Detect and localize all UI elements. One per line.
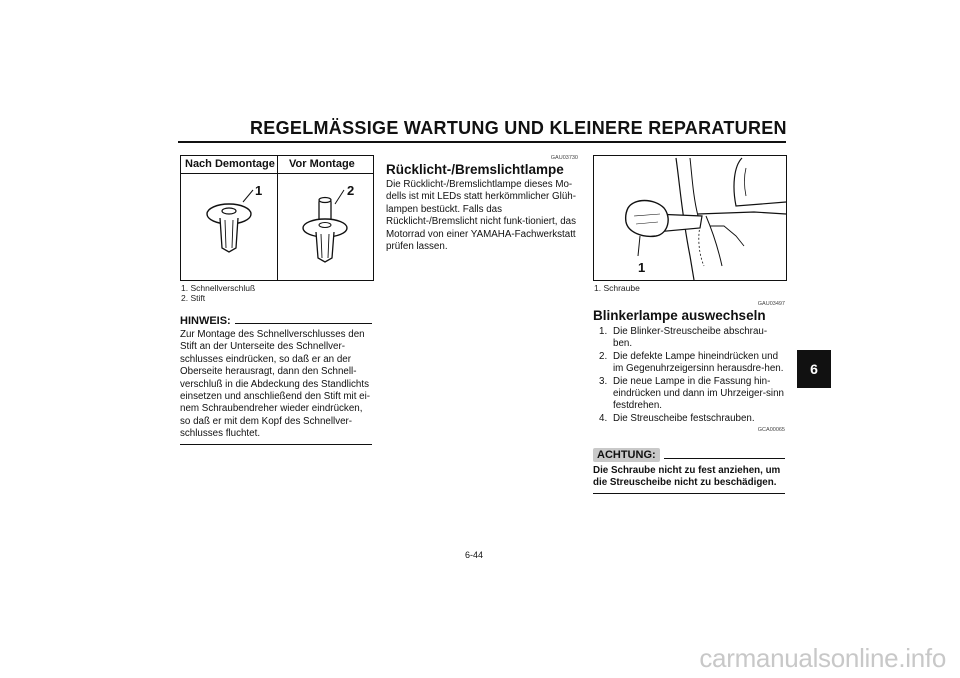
step-number: 4.: [599, 412, 608, 424]
header-rule: [178, 141, 786, 143]
step-text: Die Blinker-Streuscheibe abschrau-ben.: [613, 326, 768, 350]
achtung-bottom-rule: [593, 493, 785, 495]
step-text: Die defekte Lampe hineindrücken und im Gegenuhrzeigersinn herausdre-hen.: [613, 350, 784, 375]
page-number: 6-44: [465, 550, 484, 560]
blinker-section: [593, 301, 785, 433]
list-item: [593, 376, 785, 413]
caption-item: 1. Schnellverschluß: [181, 283, 256, 293]
figure-col-left-label: Nach Demontage: [185, 158, 275, 170]
section-title: Blinkerlampe auswechseln: [593, 308, 766, 323]
callout-1: 1: [638, 260, 646, 275]
achtung-code: GCA00065: [757, 427, 785, 434]
list-item: [593, 326, 785, 351]
watermark: carmanualsonline.info: [699, 643, 946, 673]
hinweis-text: Zur Montage des Schnellverschlusses den Stift an der Unterseite des Schnellver-schlusses eindrücken, so daß er an der Oberseite herausragt, dann den Schnell-verschluß in die Abdeckung des Standlichts einsetzen und anschließend den Stift mit ei-nem Schraubendreher wieder eindrücken, so daß er mit dem Kopf des Schnellver-schlusses fluchtet.: [180, 329, 371, 440]
step-text: Die neue Lampe in die Fassung hin-eindrücken und dann im Uhrzeiger-sinn festdrehen.: [613, 375, 784, 412]
achtung-label: ACHTUNG:: [593, 448, 660, 462]
hinweis-block: [180, 315, 372, 445]
chapter-tab[interactable]: 6: [797, 350, 831, 388]
page-title: REGELMÄSSIGE WARTUNG UND KLEINERE REPARATUREN: [250, 118, 787, 138]
steps-list: [593, 326, 785, 425]
figure1-captions: [181, 283, 255, 303]
section-code: GAU03730: [550, 155, 578, 161]
figure-fastener: [180, 155, 374, 281]
achtung-rule: [664, 458, 785, 459]
list-item: [593, 351, 785, 376]
callout-1: 1: [255, 183, 263, 198]
section-text: Die Rücklicht-/Bremslichtlampe dieses Mo-dells ist mit LEDs statt herkömmlicher Glüh-lampen bestückt. Falls das Rücklicht-/Bremslicht nicht funk-tioniert, das Motorrad von einer YAMAHA-Fachwerkstatt prüfen lassen.: [386, 179, 577, 253]
figure-col-right-label: Vor Montage: [289, 158, 355, 170]
step-number: 3.: [599, 375, 608, 387]
hinweis-bottom-rule: [180, 444, 372, 445]
turn-signal-drawing: [594, 156, 786, 280]
rear-light-section: [386, 155, 578, 253]
achtung-block: [593, 448, 785, 494]
figure2-caption: 1. Schraube: [594, 283, 640, 293]
callout-2: 2: [347, 183, 355, 198]
list-item: [593, 413, 785, 425]
fastener-drawings: [181, 156, 373, 280]
step-number: 1.: [599, 326, 608, 337]
figure-turn-signal: [593, 155, 787, 281]
section-code: GAU03497: [757, 301, 785, 307]
step-text: Die Streuscheibe festschrauben.: [613, 412, 755, 424]
hinweis-rule: [235, 323, 372, 324]
caption-item: 2. Stift: [181, 293, 206, 303]
section-title: Rücklicht-/Bremslichtlampe: [386, 162, 564, 177]
hinweis-label: HINWEIS:: [180, 315, 231, 327]
step-number: 2.: [599, 350, 608, 362]
achtung-text: Die Schraube nicht zu fest anziehen, um die Streuscheibe nicht zu beschädigen.: [593, 465, 781, 489]
